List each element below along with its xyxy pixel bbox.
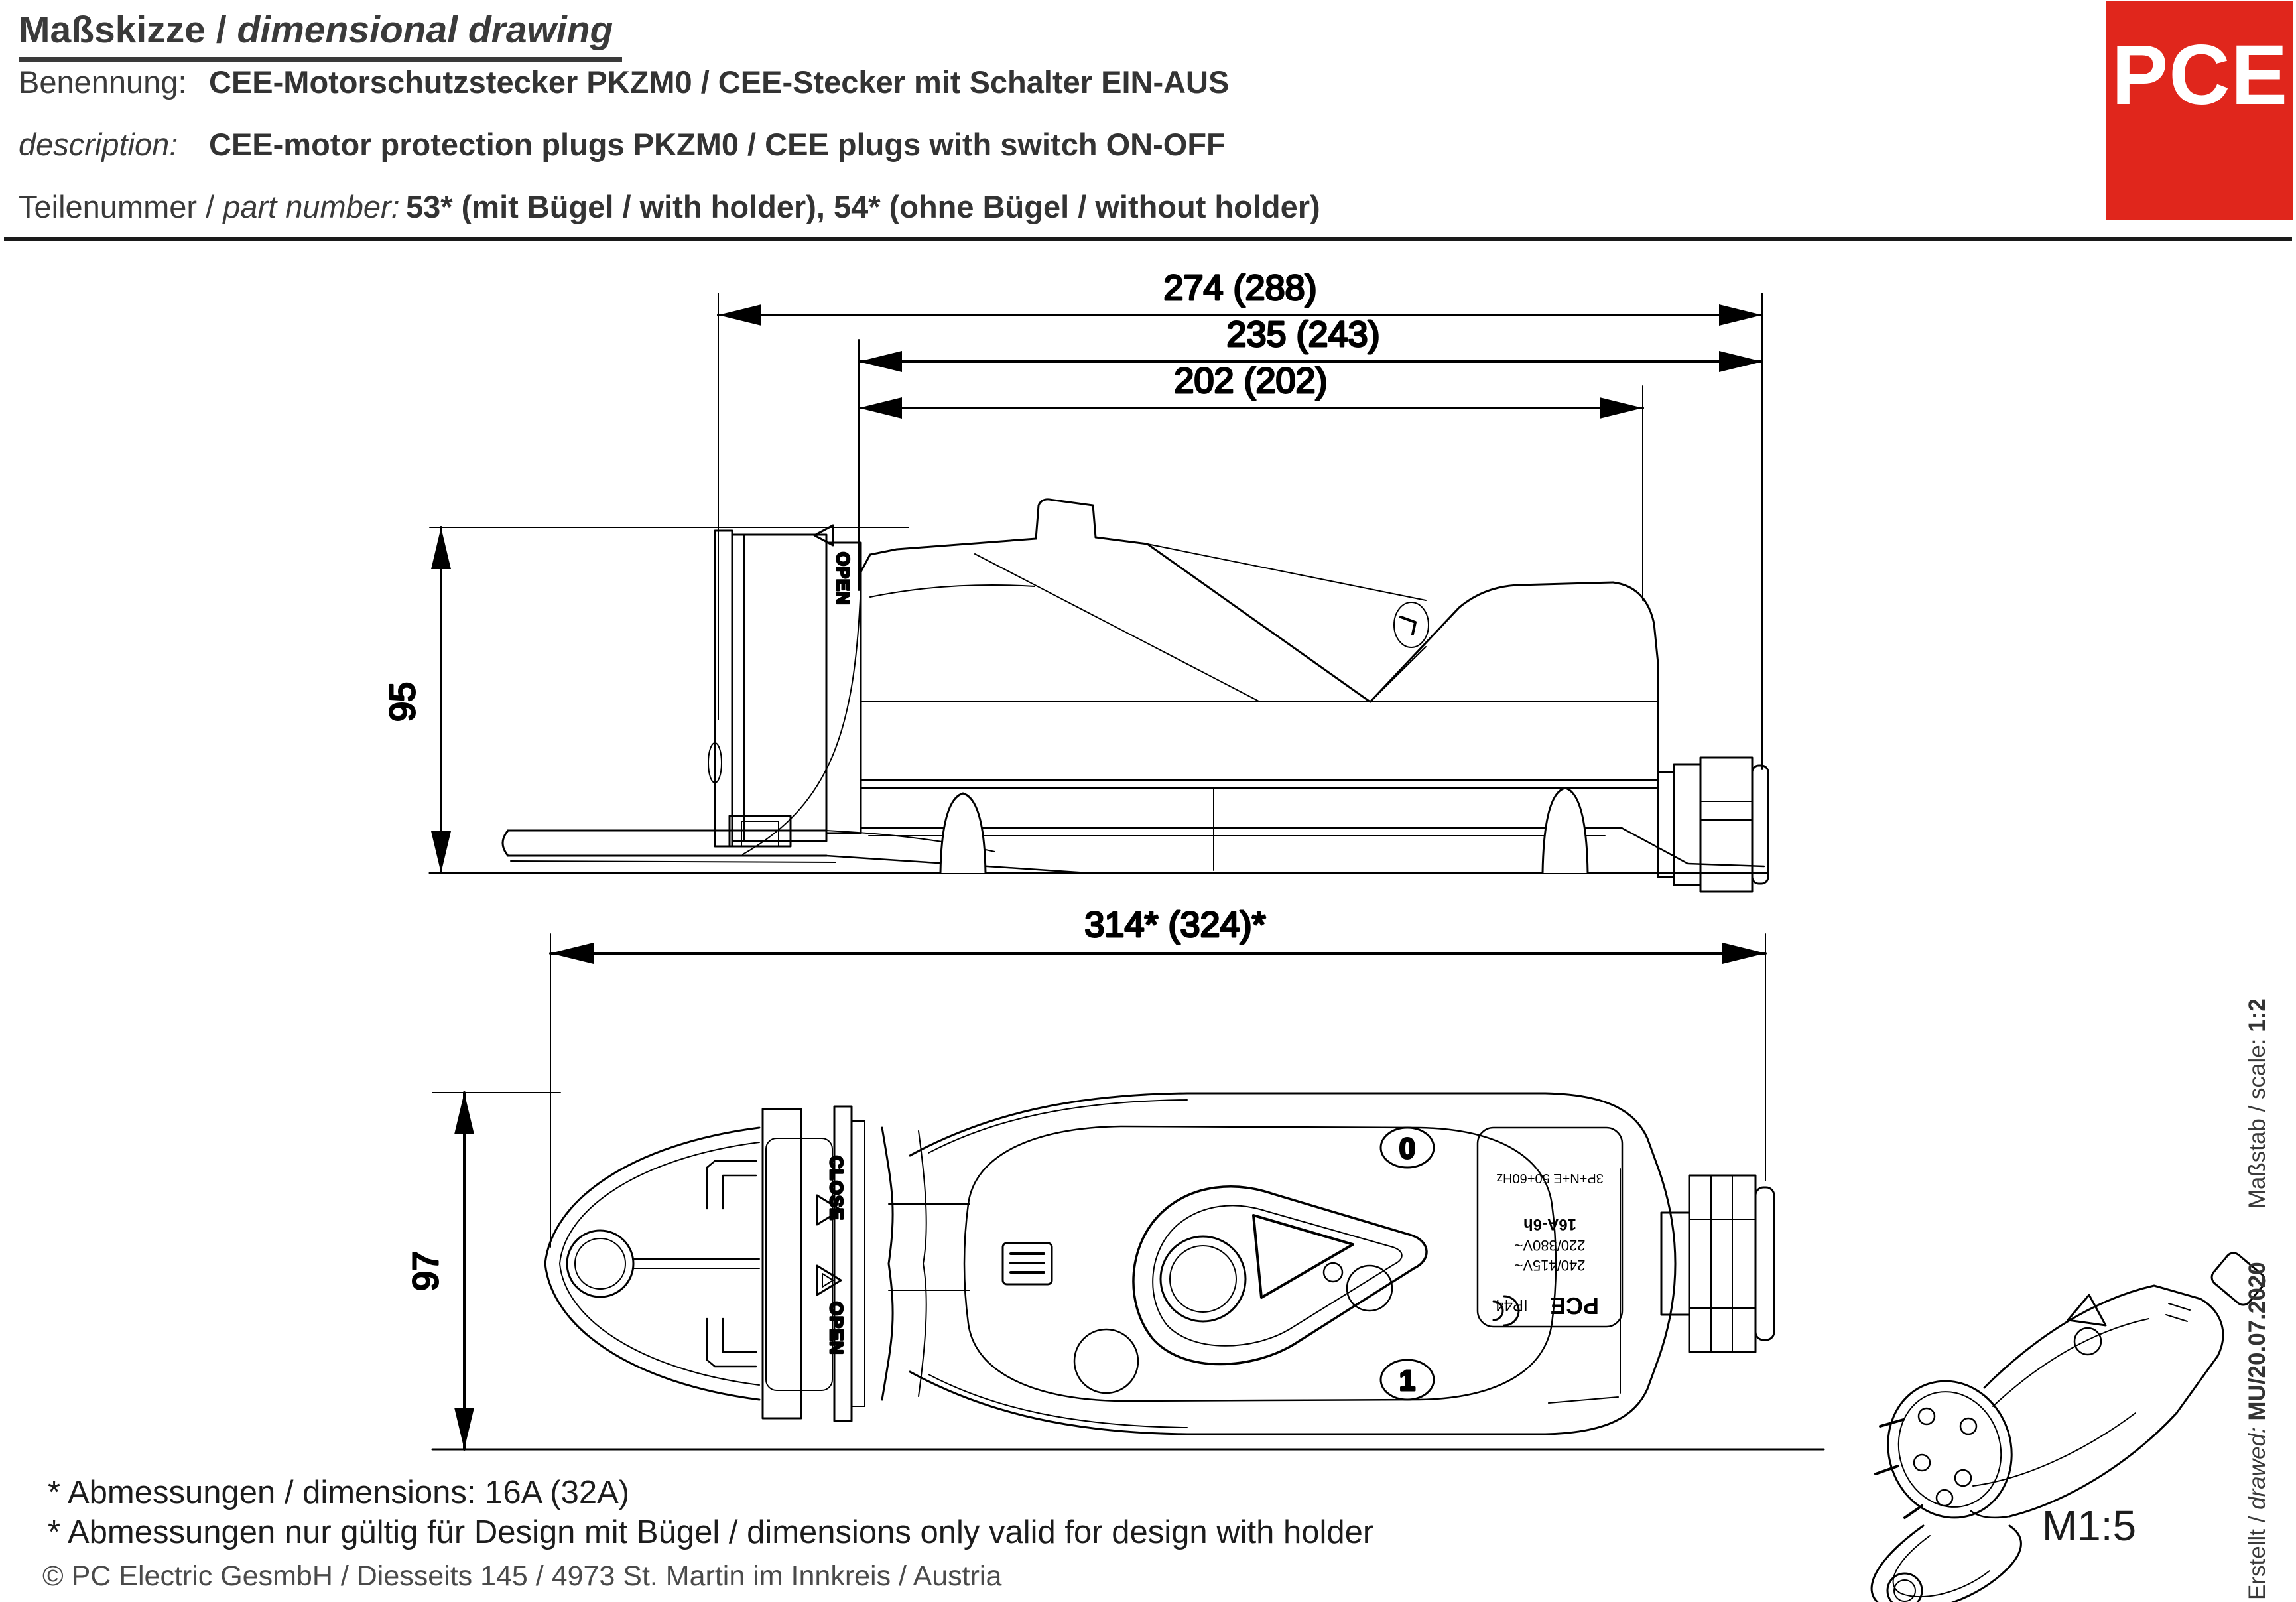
page-title-de: Maßskizze / xyxy=(19,9,227,51)
note-holder: * Abmessungen nur gültig für Design mit Bügel / dimensions only valid for design with holder xyxy=(48,1514,1374,1550)
rating-plate xyxy=(1478,1128,1622,1327)
copyright: © PC Electric GesmbH / Diesseits 145 / 4973 St. Martin im Innkreis / Austria xyxy=(42,1560,1002,1592)
partnumber-label-de: Teilenummer / xyxy=(19,189,223,224)
dim-sv-body: 235 (243) xyxy=(1226,314,1380,354)
latch-detail xyxy=(1003,1243,1052,1284)
plate-current: 16A-6h xyxy=(1523,1215,1577,1233)
pce-logo-text: PCE xyxy=(2111,28,2289,123)
cable-gland-top xyxy=(1661,1175,1774,1352)
switch-position-0: 0 xyxy=(1399,1132,1416,1165)
plate-voltage1: 220/380V~ xyxy=(1514,1237,1586,1254)
description-value: CEE-motor protection plugs PKZM0 / CEE plugs with switch ON-OFF xyxy=(209,127,1226,162)
plate-ip: IP44 xyxy=(1495,1296,1528,1314)
close-label: CLOSE xyxy=(826,1156,846,1221)
scale-label-en: scale: xyxy=(2244,1032,2270,1099)
created-label-en: drawed: xyxy=(2244,1420,2270,1510)
plate-poles: 3P+N+E 50+60Hz xyxy=(1496,1171,1604,1185)
dim-tv-width: 97 xyxy=(406,1250,446,1292)
benennung-value: CEE-Motorschutzstecker PKZM0 / CEE-Stecker mit Schalter EIN-AUS xyxy=(209,64,1230,100)
open-label: OPEN xyxy=(826,1302,846,1355)
title-block xyxy=(2244,930,2271,1600)
page-title-en: dimensional drawing xyxy=(226,9,613,51)
top-view-drawing xyxy=(545,1093,1774,1434)
side-view-dimensions xyxy=(383,268,1767,873)
rotary-switch-knob xyxy=(1133,1187,1427,1365)
partnumber-value: 53* (mit Bügel / with holder), 54* (ohne Bügel / without holder) xyxy=(406,189,1320,224)
note-dimensions: * Abmessungen / dimensions: 16A (32A) xyxy=(48,1475,630,1510)
created-value: MU/20.07.2020 xyxy=(2244,1262,2270,1421)
side-view-drawing xyxy=(503,500,1768,892)
top-view-dimensions xyxy=(406,905,1824,1449)
dim-sv-height: 95 xyxy=(383,681,422,722)
created-label-de: Erstellt / xyxy=(2244,1509,2270,1600)
benennung-label: Benennung: xyxy=(19,64,187,100)
detail-scale-label: M1:5 xyxy=(2041,1502,2137,1550)
side-open-label: OPEN xyxy=(833,552,853,606)
isometric-detail-view xyxy=(1870,1250,2267,1602)
holder-outline xyxy=(545,1128,759,1400)
plate-brand: PCE xyxy=(1549,1292,1600,1319)
dim-sv-total: 274 (288) xyxy=(1163,268,1317,308)
dim-tv-total: 314* (324)* xyxy=(1084,905,1266,945)
scale-value: 1:2 xyxy=(2244,998,2270,1032)
cable-gland-side xyxy=(1658,758,1768,892)
latch-icon xyxy=(1394,602,1429,647)
partnumber-label-en: part number: xyxy=(223,189,400,224)
switch-position-1: 1 xyxy=(1399,1365,1416,1397)
description-label: description: xyxy=(19,127,178,162)
cap-ring xyxy=(763,1106,865,1421)
dim-sv-housing: 202 (202) xyxy=(1174,361,1328,401)
scale-label-de: Maßstab / xyxy=(2244,1099,2270,1209)
plate-voltage2: 240/415V~ xyxy=(1514,1257,1586,1274)
